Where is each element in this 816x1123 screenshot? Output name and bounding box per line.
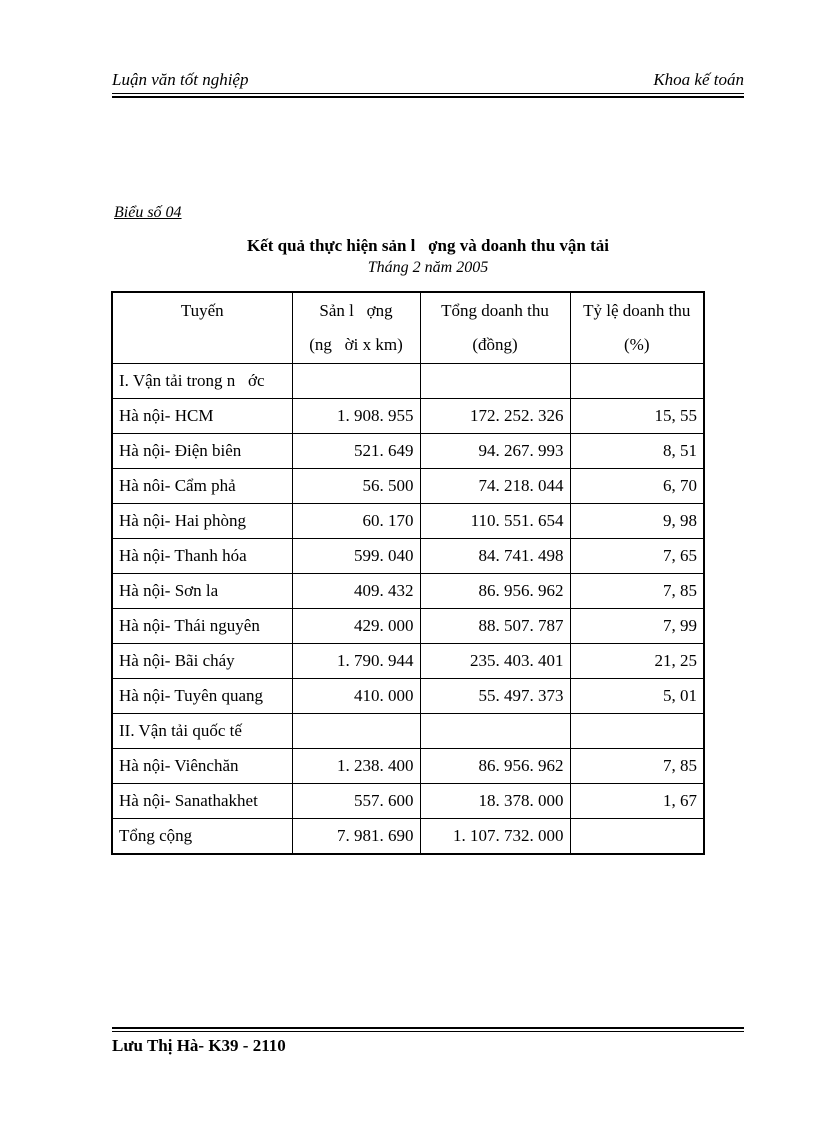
route-cell: Hà nội- Tuyên quang <box>112 679 292 714</box>
route-cell: Hà nội- Thái nguyên <box>112 609 292 644</box>
table-row <box>112 609 704 644</box>
revenue-cell: 86. 956. 962 <box>420 574 570 609</box>
column-header-line2: (ng ời x km) <box>309 335 403 354</box>
revenue-cell: 110. 551. 654 <box>420 504 570 539</box>
route-cell: Hà nội- Hai phòng <box>112 504 292 539</box>
column-header-line2: (%) <box>624 335 650 354</box>
column-header-line1: Sản l ợng <box>319 301 393 320</box>
column-header-line1: Tuyến <box>180 301 224 320</box>
column-header-line2 <box>119 328 286 362</box>
volume-cell: 521. 649 <box>292 434 420 469</box>
revenue-cell: 1. 107. 732. 000 <box>420 819 570 855</box>
ratio-cell: 6, 70 <box>570 469 704 504</box>
route-cell: Hà nội- Thanh hóa <box>112 539 292 574</box>
revenue-cell: 235. 403. 401 <box>420 644 570 679</box>
page-header <box>112 68 744 92</box>
ratio-cell: 9, 98 <box>570 504 704 539</box>
table-row <box>112 749 704 784</box>
header-right-text: Khoa kế toán <box>653 70 744 89</box>
route-cell: Hà nội- Bãi cháy <box>112 644 292 679</box>
route-cell: Tổng cộng <box>112 819 292 855</box>
table-header-row <box>112 292 704 364</box>
volume-cell: 409. 432 <box>292 574 420 609</box>
table-subtitle: Tháng 2 năm 2005 <box>367 259 489 276</box>
table-title: Kết quả thực hiện sản l ợng và doanh thu vận tải <box>246 236 610 255</box>
column-header-volume <box>292 292 420 364</box>
ratio-cell <box>570 819 704 855</box>
table-row <box>112 364 704 399</box>
ratio-cell: 5, 01 <box>570 679 704 714</box>
ratio-cell: 7, 65 <box>570 539 704 574</box>
table-row <box>112 714 704 749</box>
table-row <box>112 539 704 574</box>
column-header-route <box>112 292 292 364</box>
table-row <box>112 644 704 679</box>
footer-author: Lưu Thị Hà- K39 - 2110 <box>112 1036 286 1055</box>
ratio-cell: 15, 55 <box>570 399 704 434</box>
table-row <box>112 679 704 714</box>
revenue-cell: 84. 741. 498 <box>420 539 570 574</box>
table-label: Biểu số 04 <box>114 204 182 221</box>
column-header-line1: Tỷ lệ doanh thu <box>583 301 691 320</box>
volume-cell: 410. 000 <box>292 679 420 714</box>
volume-cell: 1. 790. 944 <box>292 644 420 679</box>
table-row <box>112 504 704 539</box>
volume-cell: 1. 908. 955 <box>292 399 420 434</box>
route-cell: I. Vận tải trong n ớc <box>112 364 292 399</box>
route-cell: Hà nôi- Cẩm phả <box>112 469 292 504</box>
volume-cell <box>292 364 420 399</box>
table-row <box>112 819 704 855</box>
revenue-cell <box>420 714 570 749</box>
ratio-cell: 7, 99 <box>570 609 704 644</box>
ratio-cell: 1, 67 <box>570 784 704 819</box>
header-left-text: Luận văn tốt nghiệp <box>112 70 249 89</box>
table-row <box>112 469 704 504</box>
revenue-cell: 172. 252. 326 <box>420 399 570 434</box>
column-header-line2: (đồng) <box>472 335 518 354</box>
route-cell: Hà nội- Điện biên <box>112 434 292 469</box>
ratio-cell: 7, 85 <box>570 574 704 609</box>
volume-cell: 56. 500 <box>292 469 420 504</box>
revenue-cell: 74. 218. 044 <box>420 469 570 504</box>
route-cell: Hà nội- Sanathakhet <box>112 784 292 819</box>
revenue-cell: 18. 378. 000 <box>420 784 570 819</box>
table-row <box>112 399 704 434</box>
ratio-cell: 8, 51 <box>570 434 704 469</box>
revenue-cell: 86. 956. 962 <box>420 749 570 784</box>
volume-cell: 7. 981. 690 <box>292 819 420 855</box>
table-row <box>112 574 704 609</box>
route-cell: Hà nội- HCM <box>112 399 292 434</box>
route-cell: Hà nội- Viênchăn <box>112 749 292 784</box>
revenue-cell: 55. 497. 373 <box>420 679 570 714</box>
column-header-line1: Tổng doanh thu <box>441 301 549 320</box>
volume-cell: 557. 600 <box>292 784 420 819</box>
results-table <box>111 291 705 855</box>
ratio-cell <box>570 364 704 399</box>
volume-cell: 599. 040 <box>292 539 420 574</box>
route-cell: II. Vận tải quốc tế <box>112 714 292 749</box>
footer-divider <box>112 1027 744 1032</box>
table-row <box>112 434 704 469</box>
column-header-revenue <box>420 292 570 364</box>
header-divider <box>112 93 744 98</box>
volume-cell: 60. 170 <box>292 504 420 539</box>
column-header-ratio <box>570 292 704 364</box>
volume-cell: 1. 238. 400 <box>292 749 420 784</box>
revenue-cell: 94. 267. 993 <box>420 434 570 469</box>
table-row <box>112 784 704 819</box>
ratio-cell <box>570 714 704 749</box>
route-cell: Hà nội- Sơn la <box>112 574 292 609</box>
table-body <box>112 364 704 855</box>
volume-cell: 429. 000 <box>292 609 420 644</box>
ratio-cell: 21, 25 <box>570 644 704 679</box>
ratio-cell: 7, 85 <box>570 749 704 784</box>
revenue-cell: 88. 507. 787 <box>420 609 570 644</box>
revenue-cell <box>420 364 570 399</box>
volume-cell <box>292 714 420 749</box>
